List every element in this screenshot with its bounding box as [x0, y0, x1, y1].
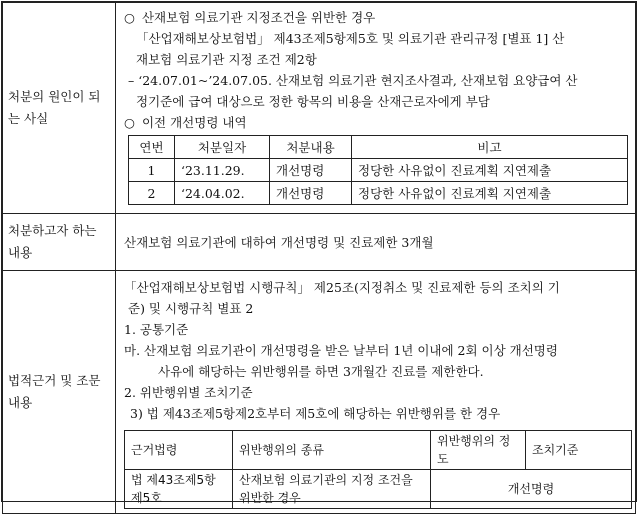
violation-criteria-item: 3) 법 제43조제5항제2호부터 제5호에 해당하는 위반행위를 한 경우: [130, 406, 501, 421]
finding-line1: – ‘24.07.01~’24.07.05. 산재보험 의료기관 현지조사결과, 산재보험 요양급여 산: [128, 73, 578, 88]
cause-heading-text: 산재보험 의료기관 지정조건을 위반한 경우: [141, 10, 376, 25]
legal-basis-line2: 준) 및 시행규칙 별표 2: [128, 301, 254, 316]
cell-action: 개선명령: [270, 159, 352, 182]
history-heading-text: 이전 개선명령 내역: [141, 115, 247, 130]
disposition-table: [2, 2, 636, 514]
header-violation-type: 위반행위의 종류: [233, 431, 431, 470]
intended-action-label: [3, 214, 116, 271]
law-reference-line1: 「산업재해보상보험법」 제43조제5항제5호 및 의료기관 관리규정 [별표 1] 산: [136, 31, 565, 46]
cell-date: ‘23.11.29.: [175, 159, 270, 182]
legal-basis-label-text: 법적근거 및 조문내용: [8, 373, 101, 410]
intended-action-text: 산재보험 의료기관에 대하여 개선명령 및 진료제한 3개월: [124, 234, 434, 250]
cell-law: 법 제43조제5항제5호: [125, 470, 233, 509]
common-criteria-item-line1: 마. 산재보험 의료기관이 개선명령을 받은 날부터 1년 이내에 2회 이상 개선명령: [124, 343, 558, 358]
cell-serial: 1: [129, 159, 175, 182]
law-reference-line2: 재보험 의료기관 지정 조건 제2항: [136, 52, 317, 67]
legal-basis-content: [116, 271, 636, 514]
table-row: [125, 470, 632, 509]
cell-date: ‘24.04.02.: [175, 182, 270, 205]
common-criteria-heading: 1. 공통기준: [124, 322, 189, 337]
criteria-table: [124, 430, 632, 509]
cell-remarks: 정당한 사유없이 진료계획 지연제출: [352, 159, 628, 182]
cause-facts-label-text: 처분의 원인이 되는 사실: [8, 89, 101, 126]
history-table-header: [129, 136, 628, 159]
legal-basis-line1: 「산업재해보상보험법 시행규칙」 제25조(지정취소 및 진료제한 등의 조치의 기: [124, 280, 560, 295]
table-row: [129, 182, 628, 205]
legal-basis-label: [3, 271, 116, 514]
cause-heading: [124, 7, 629, 28]
history-table: [128, 135, 628, 205]
header-law: 근거법령: [125, 431, 233, 470]
circle-bullet-icon: ○: [124, 115, 135, 130]
cell-remarks: 정당한 사유없이 진료계획 지연제출: [352, 182, 628, 205]
cell-action: 개선명령: [270, 182, 352, 205]
header-action: 처분내용: [270, 136, 352, 159]
table-row: [129, 159, 628, 182]
document: [1, 1, 637, 505]
intended-action-content: [116, 214, 636, 271]
cause-facts-label: [3, 3, 116, 214]
circle-bullet-icon: ○: [124, 10, 135, 25]
cause-facts-content: [116, 3, 636, 214]
common-criteria-item-line2: 사유에 해당하는 위반행위를 하면 3개월간 진료를 제한한다.: [158, 364, 484, 379]
header-date: 처분일자: [175, 136, 270, 159]
finding-line2: 정기준에 급여 대상으로 정한 항목의 비용을 산재근로자에게 부담: [136, 94, 490, 109]
cell-measure: 개선명령: [431, 470, 632, 509]
violation-criteria-heading: 2. 위반행위별 조치기준: [124, 385, 253, 400]
intended-action-label-text: 처분하고자 하는 내용: [8, 223, 97, 260]
cell-violation: 산재보험 의료기관의 지정 조건을 위반한 경우: [233, 470, 431, 509]
criteria-table-header: [125, 431, 632, 470]
header-remarks: 비고: [352, 136, 628, 159]
history-heading: [124, 112, 629, 133]
header-violation-degree: 위반행위의 정도: [431, 431, 526, 470]
header-measure: 조치기준: [526, 431, 632, 470]
header-serial: 연번: [129, 136, 175, 159]
cell-serial: 2: [129, 182, 175, 205]
